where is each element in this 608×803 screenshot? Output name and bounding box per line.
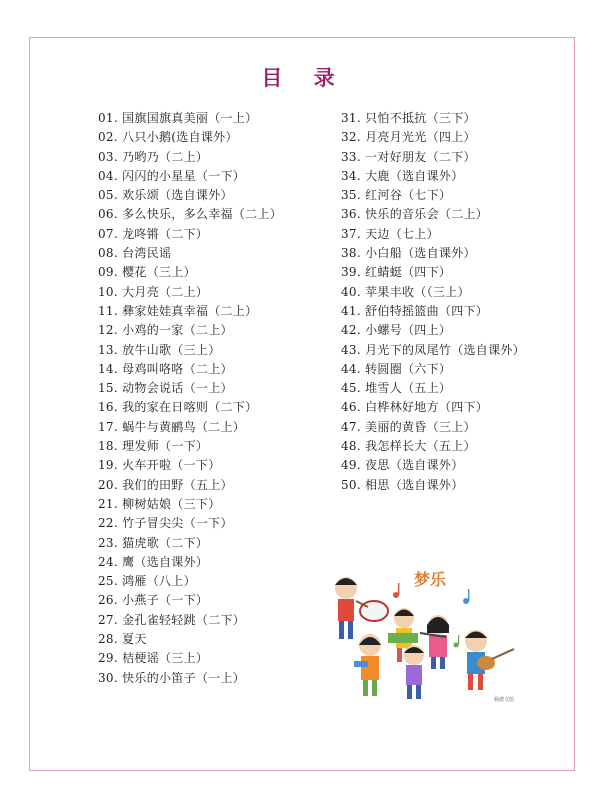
- toc-item: 48. 我怎样长大（五上）: [341, 439, 476, 454]
- toc-item: 47. 美丽的黄昏（三上）: [341, 419, 476, 434]
- toc-item: 32. 月亮月光光（四上）: [341, 130, 476, 145]
- toc-item: 10. 大月亮（二上）: [98, 284, 209, 299]
- toc-item: 06. 多么快乐，多么幸福（二上）: [98, 207, 282, 222]
- toc-right-column: [341, 109, 525, 495]
- drummer-child: [335, 577, 388, 639]
- toc-item: 22. 竹子冒尖尖（一下）: [98, 516, 233, 531]
- toc-item: 43. 月光下的凤尾竹（选自课外）: [341, 342, 525, 357]
- toc-item: 38. 小白船（选自课外）: [341, 246, 476, 261]
- flute-girl: [420, 615, 449, 669]
- toc-item: 07. 龙咚锵（二下）: [98, 226, 209, 241]
- toc-left-column: [98, 109, 282, 688]
- toc-item: 20. 我们的田野（五上）: [98, 477, 233, 492]
- toc-item: 44. 转圆圈（六下）: [341, 361, 452, 376]
- toc-item: 12. 小鸡的一家（二上）: [98, 323, 233, 338]
- toc-item: 17. 蜗牛与黄鹂鸟（二上）: [98, 419, 246, 434]
- toc-item: 45. 堆雪人（五上）: [341, 381, 452, 396]
- harmonica-child: [354, 634, 381, 696]
- toc-item: 33. 一对好朋友（二下）: [341, 149, 476, 164]
- toc-item: 11. 彝家娃娃真幸福（二上）: [98, 303, 258, 318]
- artist-signature: 杨德文绘: [494, 697, 515, 703]
- children-band-illustration: [316, 563, 541, 713]
- toc-item: 01. 国旗国旗真美丽（一上）: [98, 111, 258, 125]
- singing-child: [404, 645, 424, 699]
- toc-item: 05. 欢乐颂（选自课外）: [98, 188, 233, 203]
- toc-item: 39. 红蜻蜓（四下）: [341, 265, 452, 280]
- toc-item: 49. 夜思（选自课外）: [341, 458, 464, 473]
- toc-item: 23. 猫虎歌（二下）: [98, 535, 209, 550]
- toc-item: 21. 柳树姑娘（三下）: [98, 496, 221, 511]
- toc-item: 19. 火车开啦（一下）: [98, 458, 221, 473]
- toc-item: 09. 樱花（三上）: [98, 265, 196, 280]
- toc-item: 25. 鸿雁（八上）: [98, 574, 196, 589]
- guitar-child: [465, 630, 514, 690]
- toc-item: 16. 我的家在日喀则（二下）: [98, 400, 258, 415]
- toc-item: 28. 夏天: [98, 632, 147, 647]
- toc-item: 04. 闪闪的小星星（一下）: [98, 168, 246, 183]
- toc-item: 42. 小螺号（四上）: [341, 323, 452, 338]
- toc-item: 02. 八只小鹅(选自课外）: [98, 130, 238, 145]
- toc-item: 18. 理发师（一下）: [98, 439, 209, 454]
- toc-item: 50. 相思（选自课外）: [341, 477, 464, 492]
- toc-item: 46. 白桦林好地方（四下）: [341, 400, 489, 415]
- page-title: 目 录: [261, 66, 347, 90]
- illustration-caption: 梦乐: [414, 570, 447, 589]
- toc-item: 41. 舒伯特摇篮曲（四下）: [341, 303, 489, 318]
- toc-item: 26. 小燕子（一下）: [98, 593, 209, 608]
- toc-item: 40. 苹果丰收（（三上）: [341, 284, 470, 299]
- toc-item: 29. 桔梗谣（三上）: [98, 651, 209, 666]
- toc-item: 31. 只怕不抵抗（三下）: [341, 111, 476, 125]
- toc-item: 13. 放牛山歌（三上）: [98, 342, 221, 357]
- toc-item: 37. 天边（七上）: [341, 226, 439, 241]
- toc-item: 14. 母鸡叫咯咯（二上）: [98, 361, 233, 376]
- toc-item: 03. 乃哟乃（二上）: [98, 149, 209, 164]
- toc-item: 27. 金孔雀轻轻跳（二下）: [98, 612, 246, 627]
- toc-item: 24. 鹰（选自课外）: [98, 554, 209, 569]
- toc-item: 08. 台湾民谣: [98, 246, 172, 261]
- toc-item: 36. 快乐的音乐会（二上）: [341, 207, 489, 222]
- toc-item: 30. 快乐的小笛子（一上）: [98, 670, 246, 685]
- toc-item: 34. 大鹿（选自课外）: [341, 168, 464, 183]
- toc-item: 15. 动物会说话（一上）: [98, 381, 233, 396]
- toc-item: 35. 红河谷（七下）: [341, 188, 452, 203]
